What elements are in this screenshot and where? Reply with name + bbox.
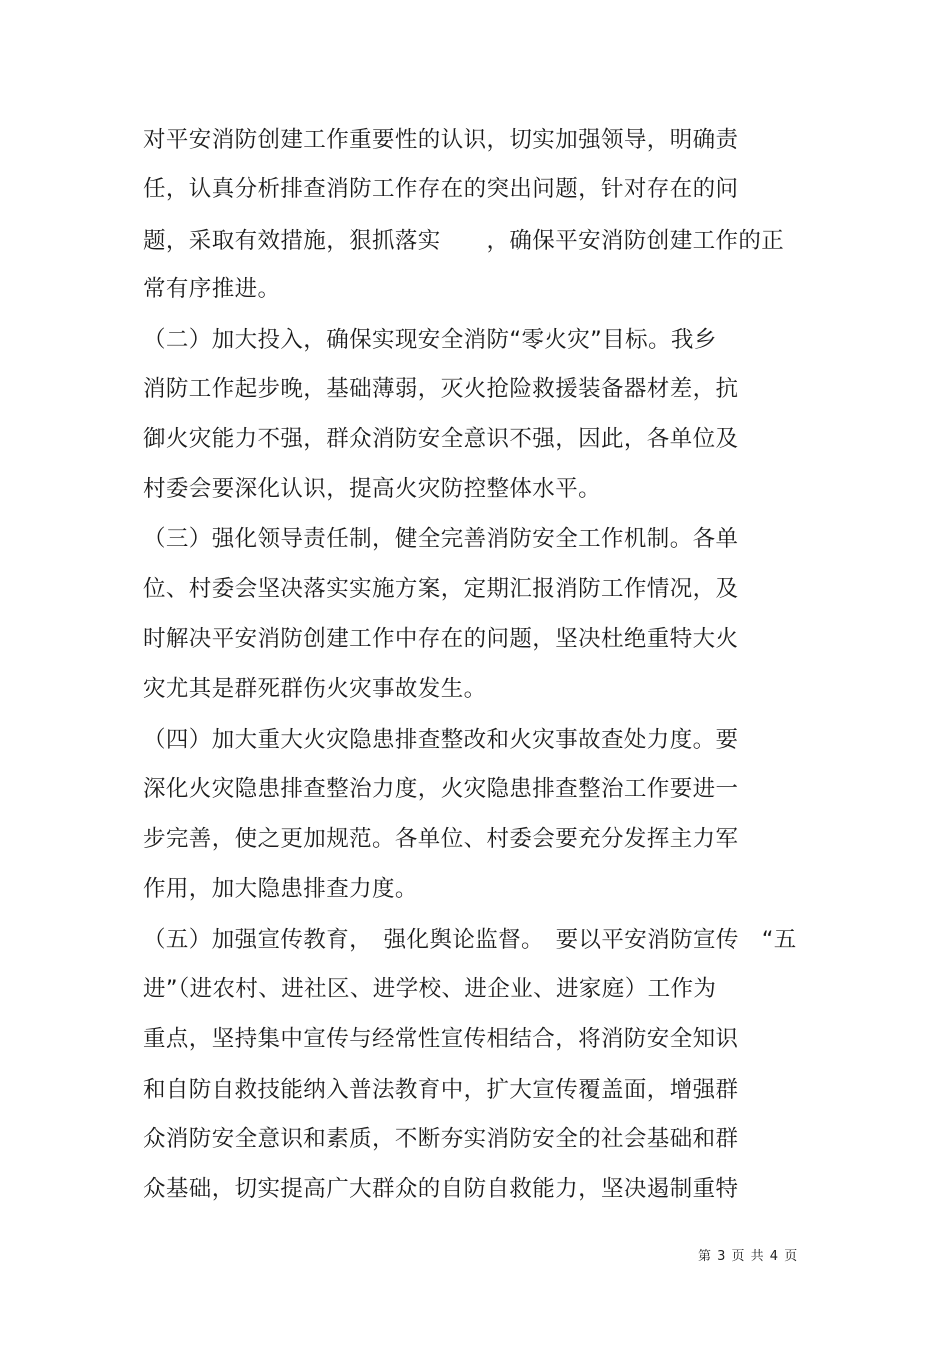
- body-line: 重点，坚持集中宣传与经常性宣传相结合，将消防安全知识: [143, 1026, 739, 1052]
- body-line: （三）强化领导责任制，健全完善消防安全工作机制。各单: [143, 526, 739, 552]
- body-line: 和自防自救技能纳入普法教育中，扩大宣传覆盖面，增强群: [143, 1077, 739, 1103]
- body-line: （五）加强宣传教育， 强化舆论监督。 要以平安消防宣传 “五: [143, 927, 797, 953]
- body-line: 作用，加大隐患排查力度。: [143, 876, 418, 902]
- body-line: 时解决平安消防创建工作中存在的问题，坚决杜绝重特大火: [143, 626, 739, 652]
- body-line: 常有序推进。: [143, 276, 281, 302]
- page-number: 第 3 页 共 4 页: [698, 1249, 799, 1264]
- body-line: 御火灾能力不强，群众消防安全意识不强，因此，各单位及: [143, 426, 739, 452]
- body-line: 众消防安全意识和素质，不断夯实消防安全的社会基础和群: [143, 1126, 739, 1152]
- body-line: （四）加大重大火灾隐患排查整改和火灾事故查处力度。要: [143, 727, 739, 753]
- body-line: 消防工作起步晚，基础薄弱，灭火抢险救援装备器材差，抗: [143, 376, 739, 402]
- body-line: 进”（进农村、进社区、进学校、进企业、进家庭）工作为: [143, 976, 717, 1002]
- body-line: （二）加大投入，确保实现安全消防“零火灾”目标。我乡: [143, 327, 717, 353]
- body-line: 步完善，使之更加规范。各单位、村委会要充分发挥主力军: [143, 826, 739, 852]
- body-line: 对平安消防创建工作重要性的认识，切实加强领导，明确责: [143, 127, 739, 153]
- body-line: 深化火灾隐患排查整治力度，火灾隐患排查整治工作要进一: [143, 776, 739, 802]
- body-line: 灾尤其是群死群伤火灾事故发生。: [143, 676, 487, 702]
- body-line: 众基础，切实提高广大群众的自防自救能力，坚决遏制重特: [143, 1176, 739, 1202]
- body-line: 村委会要深化认识，提高火灾防控整体水平。: [143, 476, 602, 502]
- body-line: 题，采取有效措施，狠抓落实 ，确保平安消防创建工作的正: [143, 228, 785, 254]
- body-line: 位、村委会坚决落实实施方案，定期汇报消防工作情况，及: [143, 576, 739, 602]
- body-line: 任，认真分析排查消防工作存在的突出问题，针对存在的问: [143, 176, 739, 202]
